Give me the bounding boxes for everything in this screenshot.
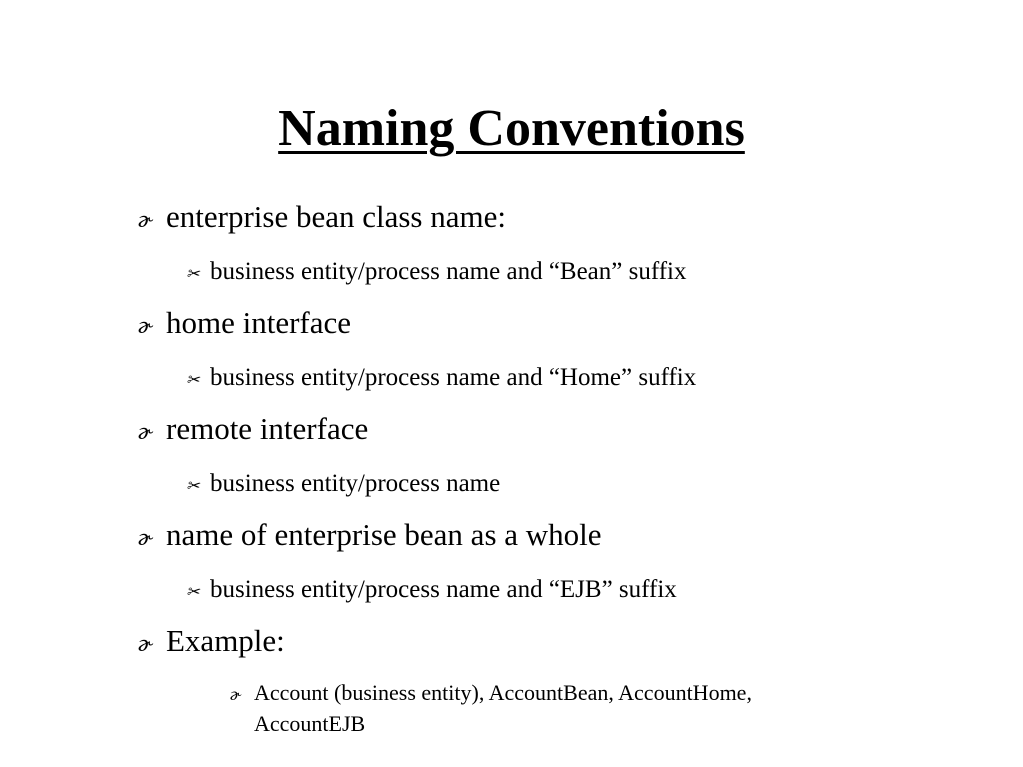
sub-bullet-text: business entity/process name <box>210 470 501 497</box>
scroll-bullet-icon: ɚ <box>138 419 153 445</box>
scroll-bullet-icon: ɚ <box>230 684 241 704</box>
sub-bullet-item <box>186 363 696 396</box>
bullet-item <box>138 623 285 662</box>
bullet-item <box>138 305 351 344</box>
sub-bullet-text: business entity/process name and “Bean” suffix <box>210 258 687 285</box>
scissors-bullet-icon: ✂ <box>186 372 200 389</box>
scroll-bullet-icon: ɚ <box>138 207 153 233</box>
bullet-text: home interface <box>166 305 352 340</box>
scroll-bullet-icon: ɚ <box>138 525 153 551</box>
bullet-text: enterprise bean class name: <box>166 199 506 234</box>
bullet-item <box>138 199 506 238</box>
sub-bullet-text: business entity/process name and “Home” suffix <box>210 364 697 391</box>
bullet-text: name of enterprise bean as a whole <box>166 517 602 552</box>
bullet-text: remote interface <box>166 411 369 446</box>
bullet-text: Example: <box>166 623 285 658</box>
bullet-item <box>138 411 368 450</box>
sub-bullet-text: business entity/process name and “EJB” suffix <box>210 576 677 603</box>
scissors-bullet-icon: ✂ <box>186 266 200 283</box>
scroll-bullet-icon: ɚ <box>138 313 153 339</box>
scroll-bullet-icon: ɚ <box>138 631 153 657</box>
bullet-item <box>138 517 602 556</box>
scissors-bullet-icon: ✂ <box>186 584 200 601</box>
scissors-bullet-icon: ✂ <box>186 478 200 495</box>
sub-bullet-item <box>186 575 677 608</box>
sub-bullet-item <box>186 469 500 502</box>
sub-bullet-text: Account (business entity), AccountBean, AccountHome, <box>254 680 752 705</box>
slide-title: Naming Conventions <box>278 100 745 157</box>
sub-bullet-continuation: AccountEJB <box>254 711 366 736</box>
sub-bullet-item <box>186 257 687 290</box>
sub-bullet-item <box>230 678 752 709</box>
